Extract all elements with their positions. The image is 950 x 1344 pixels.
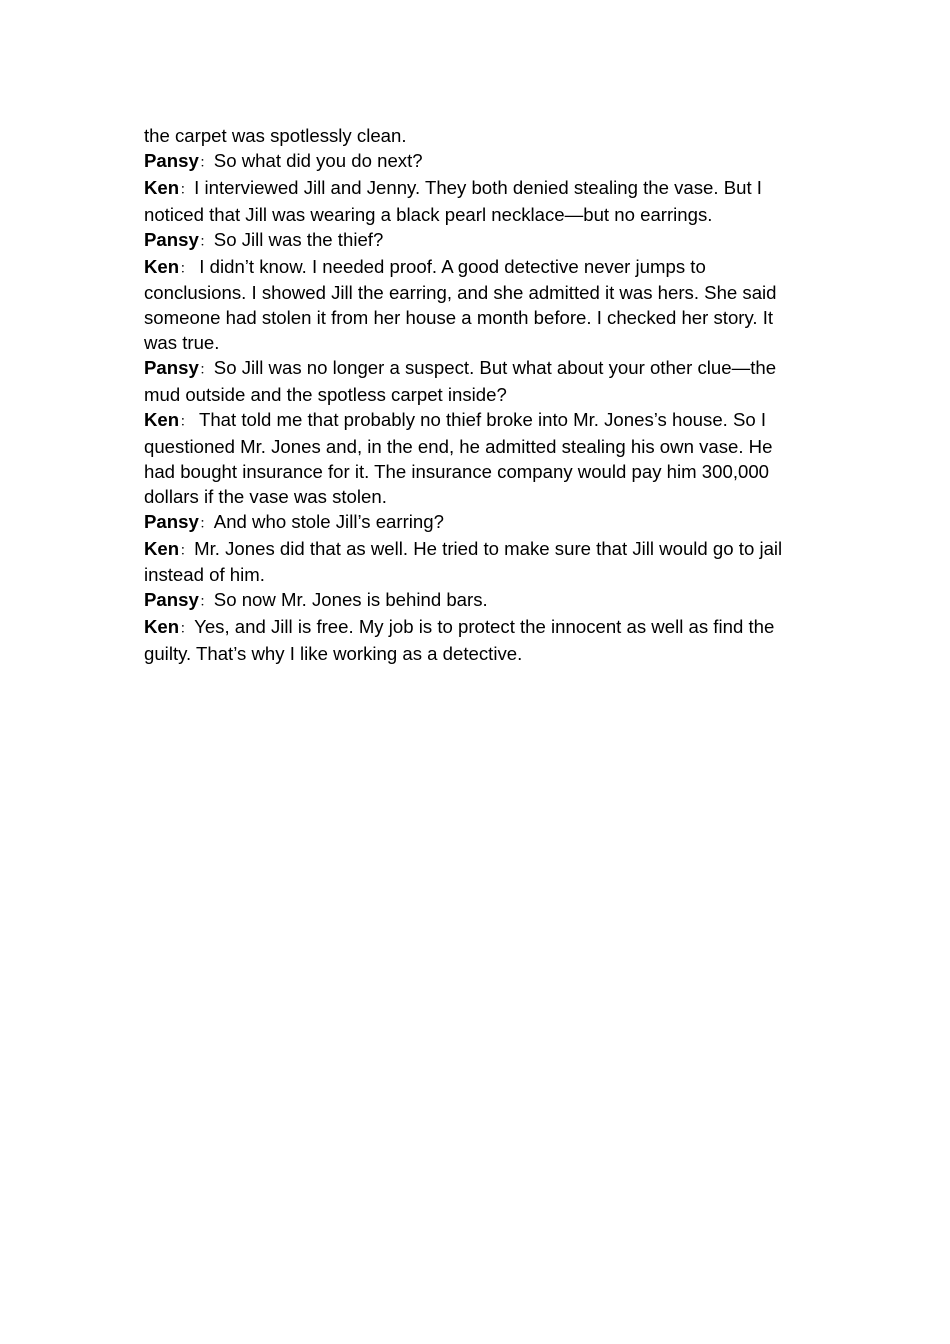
dialogue-line bbox=[144, 510, 808, 537]
dialogue-text-content: So now Mr. Jones is behind bars. bbox=[213, 589, 488, 611]
speaker-name: Pansy bbox=[144, 149, 199, 171]
speaker-separator: ： bbox=[199, 154, 214, 171]
speaker-separator: ： bbox=[199, 594, 214, 611]
dialogue-text-content: And who stole Jill’s earring? bbox=[213, 510, 444, 532]
speaker-name: Pansy bbox=[144, 589, 199, 611]
dialogue-line bbox=[144, 176, 808, 228]
dialogue-line bbox=[144, 149, 808, 176]
dialogue-text bbox=[144, 124, 808, 667]
speaker-name: Pansy bbox=[144, 510, 199, 532]
speaker-name: Ken bbox=[144, 616, 180, 638]
speaker-name: Ken bbox=[144, 255, 180, 277]
dialogue-lines bbox=[144, 149, 808, 667]
speaker-separator: ： bbox=[179, 260, 194, 277]
speaker-separator: ： bbox=[199, 515, 214, 532]
speaker-separator: ： bbox=[199, 233, 214, 250]
speaker-separator: ： bbox=[179, 542, 194, 559]
speaker-separator: ： bbox=[179, 181, 194, 198]
speaker-name: Ken bbox=[144, 537, 180, 559]
dialogue-line bbox=[144, 408, 808, 510]
dialogue-text-content: I interviewed Jill and Jenny. They both denied stealing the vase. But I noticed that Jill was wearing a black pearl necklace—but no earrings. bbox=[144, 176, 762, 225]
dialogue-line bbox=[144, 255, 808, 357]
dialogue-line bbox=[144, 615, 808, 667]
intro-line: the carpet was spotlessly clean. bbox=[144, 125, 407, 146]
speaker-name: Ken bbox=[144, 408, 180, 430]
dialogue-line bbox=[144, 356, 808, 408]
dialogue-text-content: So what did you do next? bbox=[213, 149, 423, 171]
dialogue-text-content: So Jill was the thief? bbox=[213, 228, 384, 250]
dialogue-line bbox=[144, 588, 808, 615]
dialogue-text-content: Mr. Jones did that as well. He tried to make sure that Jill would go to jail instead of him. bbox=[144, 537, 783, 586]
speaker-name: Pansy bbox=[144, 357, 199, 379]
dialogue-text-content: I didn’t know. I needed proof. A good detective never jumps to conclusions. I showed Jill the earring, and she admitted it was hers. She said someone had stolen it from her house a month before. I checked her story. It was true. bbox=[144, 255, 777, 354]
speaker-separator: ： bbox=[199, 362, 214, 379]
dialogue-line bbox=[144, 228, 808, 255]
dialogue-line bbox=[144, 537, 808, 589]
dialogue-text-content: That told me that probably no thief broke into Mr. Jones’s house. So I questioned Mr. Jones and, in the end, he admitted stealing his own vase. He had bought insurance for it. The insurance company would pay him 300,000 dollars if the vase was stolen. bbox=[144, 408, 773, 507]
speaker-separator: ： bbox=[179, 621, 194, 638]
speaker-separator: ： bbox=[179, 413, 194, 430]
dialogue-text-content: Yes, and Jill is free. My job is to protect the innocent as well as find the guilty. That’s why I like working as a detective. bbox=[144, 616, 775, 665]
speaker-name: Ken bbox=[144, 176, 180, 198]
speaker-name: Pansy bbox=[144, 228, 199, 250]
dialogue-text-content: So Jill was no longer a suspect. But what about your other clue—the mud outside and the spotless carpet inside? bbox=[144, 357, 777, 406]
